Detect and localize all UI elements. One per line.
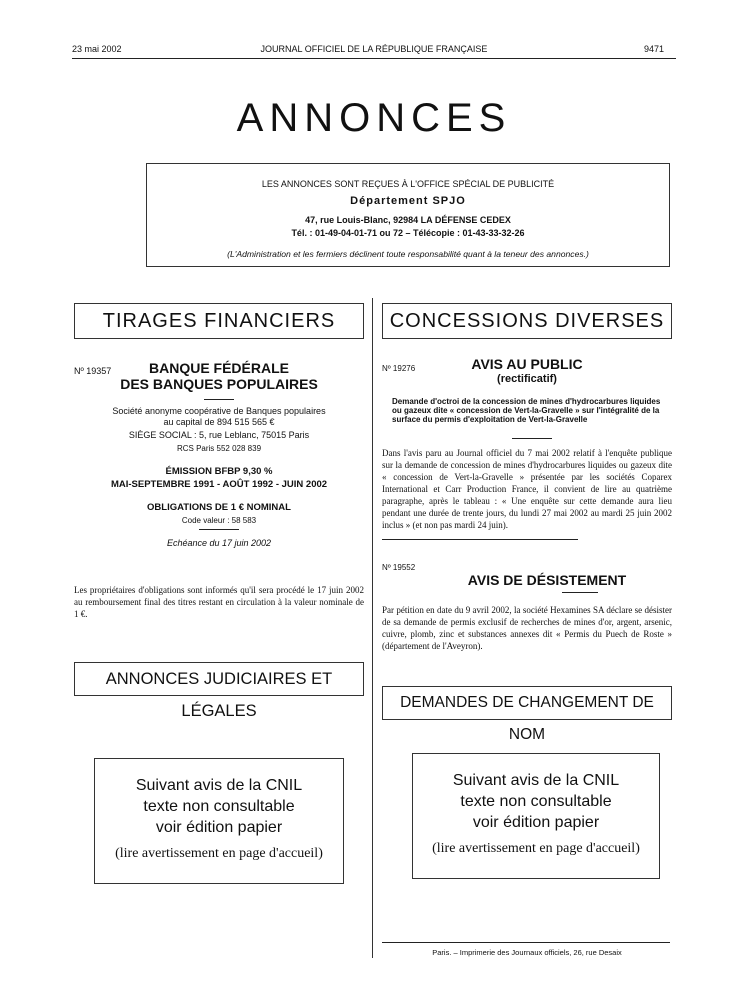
bank-desc1: Société anonyme coopérative de Banques populaires	[112, 406, 326, 416]
divider	[204, 399, 234, 400]
cnil-line2: texte non consultable	[143, 798, 295, 815]
echeance: Echéance du 17 juin 2002	[166, 538, 272, 548]
spjo-box	[146, 163, 670, 267]
section-header-annonces-judiciaires: ANNONCES JUDICIAIRES ET LÉGALES	[74, 662, 364, 696]
notice1-number: Nº 19276	[382, 364, 416, 373]
notice1-subtitle: (rectificatif)	[497, 373, 557, 385]
header-rule	[72, 58, 676, 59]
notice2-number: Nº 19552	[382, 563, 416, 572]
emission-line1: ÉMISSION BFBP 9,30 %	[165, 466, 273, 477]
notice1-body: Dans l'avis paru au Journal officiel du 7 mai 2002 relatif à l'enquête publique sur la demande de concession de mines d'hydrocarbures liquides ou gazeux dite « concession de Vert-la-Gravelle » présentée par les sociétés Coparex International et Carr Production France, il convient de lire au quatrième paragraphe, après le tableau : « Une enquête sur cette demande aura lieu pendant une durée de trente jours, du lundi 27 mai 2002 au mardi 25 juin 2002 inclus » (et non pas mardi 24 juin).	[382, 448, 672, 530]
bank-name-line1: BANQUE FÉDÉRALE	[148, 360, 289, 376]
cnil-notice-right	[412, 753, 660, 879]
spjo-department: Département SPJO	[350, 195, 466, 207]
notice1-title: AVIS AU PUBLIC	[471, 356, 583, 372]
bank-rcs: RCS Paris 552 028 839	[176, 444, 262, 453]
bank-name-line2: DES BANQUES POPULAIRES	[120, 376, 318, 392]
cnil-notice-left	[94, 758, 344, 884]
notice-tirages	[74, 360, 364, 548]
notice2-body: Par pétition en date du 9 avril 2002, la société Hexamines SA déclare se désister de sa demande de permis exclusif de recherches de mines d'or, argent, arsenic, cuivre, plomb, zinc et substances annexes dit « Permis du Puech de Roste » (département de l'Aveyron).	[382, 605, 672, 651]
divider	[199, 529, 239, 530]
cnil-line3: voir édition papier	[472, 814, 600, 831]
section-header-tirages-financiers: TIRAGES FINANCIERS	[74, 303, 364, 339]
section-header-concessions-diverses: CONCESSIONS DIVERSES	[382, 303, 672, 339]
code-valeur: Code valeur : 58 583	[181, 516, 257, 525]
spjo-phone: Tél. : 01-49-04-01-71 ou 72 – Télécopie : 01-43-33-32-26	[291, 228, 525, 238]
divider	[382, 539, 578, 540]
spjo-line1: LES ANNONCES SONT REÇUES À L'OFFICE SPÉCIAL DE PUBLICITÉ	[261, 179, 555, 189]
column-divider	[372, 298, 373, 958]
cnil-line1: Suivant avis de la CNIL	[452, 772, 620, 789]
footer-imprint: Paris. – Imprimerie des Journaux officiels, 26, rue Desaix	[432, 948, 622, 957]
cnil-line3: voir édition papier	[155, 819, 283, 836]
obligations-line: OBLIGATIONS DE 1 € NOMINAL	[147, 502, 291, 513]
notice1-lead: Demande d'octroi de la concession de mines d'hydrocarbures liquides ou gazeux dite « concession de Vert-la-Gravelle » sur l'intégralité de la surface du permis d'exploitation de Vert-la-Gravelle	[392, 397, 661, 424]
spjo-address: 47, rue Louis-Blanc, 92984 LA DÉFENSE CEDEX	[305, 215, 511, 225]
notice2-title: AVIS DE DÉSISTEMENT	[467, 572, 627, 588]
spjo-disclaimer: (L'Administration et les fermiers déclinent toute responsabilité quant à la teneur des annonces.)	[227, 249, 589, 259]
divider	[562, 592, 598, 593]
footer-rule	[382, 942, 670, 943]
cnil-line2: texte non consultable	[460, 793, 612, 810]
page-title: ANNONCES	[236, 96, 512, 140]
tirages-body: Les propriétaires d'obligations sont informés qu'il sera procédé le 17 juin 2002 au remboursement final des titres restant en circulation à la valeur nominale de 1 €.	[74, 585, 364, 619]
header-date: 23 mai 2002	[72, 44, 122, 54]
cnil-line1: Suivant avis de la CNIL	[135, 777, 303, 794]
cnil-line4: (lire avertissement en page d'accueil)	[115, 846, 323, 861]
header-page-number: 9471	[644, 44, 665, 54]
divider	[512, 438, 552, 439]
section-header-changement-de-nom: DEMANDES DE CHANGEMENT DE NOM	[382, 686, 672, 720]
notice-number: Nº 19357	[74, 366, 112, 376]
header-journal: JOURNAL OFFICIEL DE LA RÉPUBLIQUE FRANÇAISE	[260, 44, 488, 54]
notice-avis-au-public	[382, 356, 672, 386]
emission-line2: MAI-SEPTEMBRE 1991 - AOÛT 1992 - JUIN 2002	[110, 479, 328, 490]
bank-desc2: au capital de 894 515 565 €	[163, 417, 275, 427]
bank-siege: SIÈGE SOCIAL : 5, rue Leblanc, 75015 Paris	[128, 430, 310, 440]
cnil-line4: (lire avertissement en page d'accueil)	[432, 841, 640, 856]
